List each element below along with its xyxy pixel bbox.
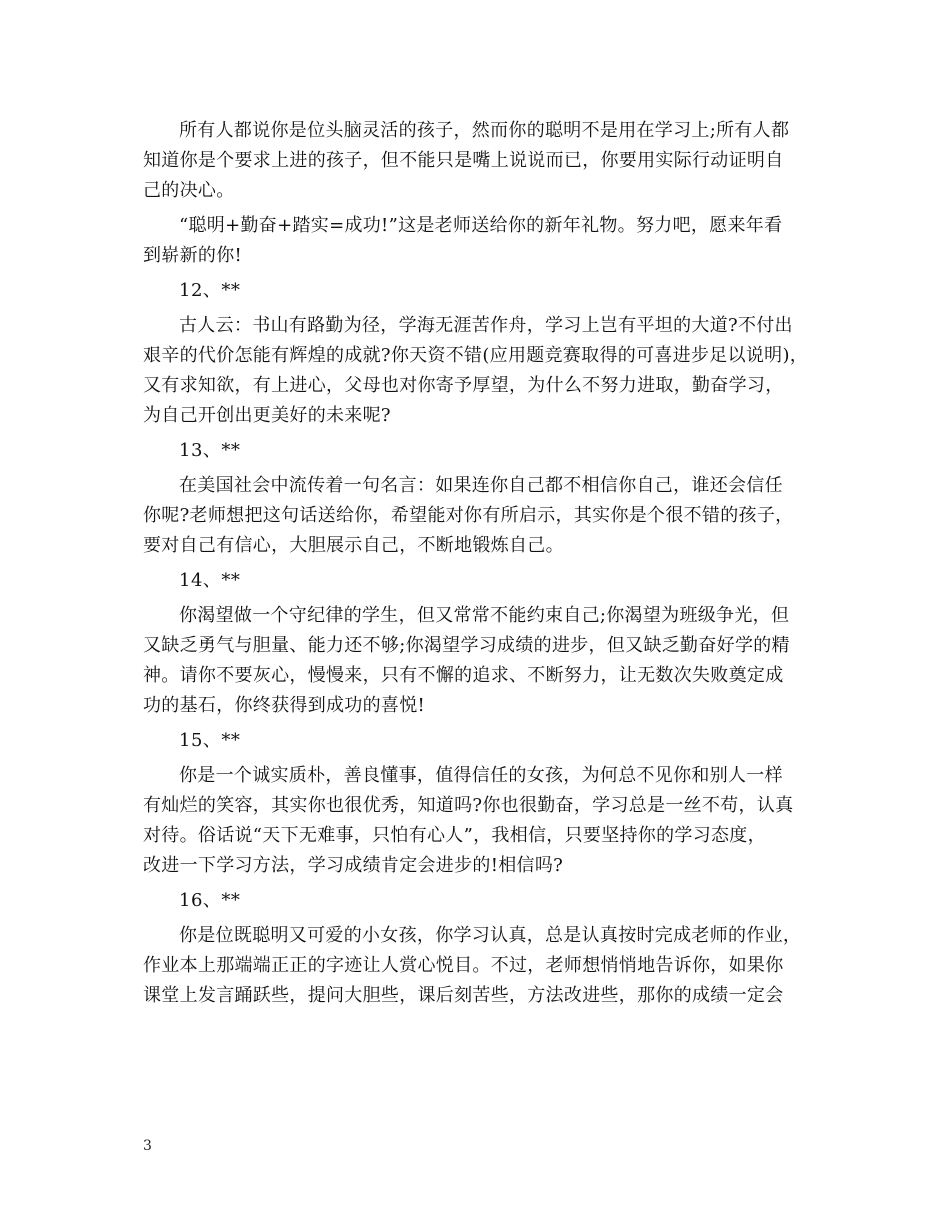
entry-heading-14: 14、** [179, 570, 241, 591]
paragraph-13 [143, 471, 811, 561]
text-line: 在美国社会中流传着一句名言：如果连你自己都不相信你自己，谁还会信任 [179, 475, 783, 496]
text-line: 你是位既聪明又可爱的小女孩，你学习认真，总是认真按时完成老师的作业， [179, 925, 802, 946]
text-line: 又缺乏勇气与胆量、能力还不够;你渴望学习成绩的进步，但又缺乏勤奋好学的精 [143, 635, 790, 656]
text-line: 到崭新的你! [143, 245, 243, 266]
paragraph-16 [143, 921, 811, 1011]
text-line: 对待。俗话说“天下无难事，只怕有心人”，我相信，只要坚持你的学习态度， [143, 825, 766, 846]
text-line: 知道你是个要求上进的孩子，但不能只是嘴上说说而已，你要用实际行动证明自 [143, 150, 784, 171]
paragraph-12 [143, 311, 811, 431]
text-line: 有灿烂的笑容，其实你也很优秀，知道吗?你也很勤奋，学习总是一丝不苟，认真 [143, 795, 794, 816]
text-line: 你呢?老师想把这句话送给你，希望能对你有所启示，其实你是个很不错的孩子， [143, 505, 794, 526]
text-line: 要对自己有信心，大胆展示自己，不断地锻炼自己。 [143, 535, 564, 556]
entry-heading-16: 16、** [179, 890, 241, 911]
entry-heading-13: 13、** [179, 440, 241, 461]
page-number: 3 [143, 1138, 152, 1154]
paragraph-2 [143, 211, 811, 271]
entry-heading-15: 15、** [179, 730, 241, 751]
text-line: 你渴望做一个守纪律的学生，但又常常不能约束自己;你渴望为班级争光，但 [179, 605, 790, 626]
entry-heading-12: 12、** [179, 280, 241, 301]
text-line: 作业本上那端端正正的字迹让人赏心悦目。不过，老师想悄悄地告诉你，如果你 [143, 955, 784, 976]
text-line: 己的决心。 [143, 180, 235, 201]
document-body [143, 116, 811, 1011]
text-line: 又有求知欲，有上进心，父母也对你寄予厚望，为什么不努力进取，勤奋学习， [143, 375, 784, 396]
paragraph-15 [143, 761, 811, 881]
text-line: 功的基石，你终获得到成功的喜悦! [143, 695, 426, 716]
text-line: 为自己开创出更美好的未来呢? [143, 405, 391, 426]
paragraph-1 [143, 116, 811, 206]
text-line: 课堂上发言踊跃些，提问大胆些，课后刻苦些，方法改进些，那你的成绩一定会 [143, 985, 784, 1006]
text-line: “聪明+勤奋+踏实=成功!”这是老师送给你的新年礼物。努力吧，愿来年看 [179, 215, 783, 236]
text-line: 古人云：书山有路勤为径，学海无涯苦作舟，学习上岂有平坦的大道?不付出 [179, 315, 793, 336]
text-line: 神。请你不要灰心，慢慢来，只有不懈的追求、不断努力，让无数次失败奠定成 [143, 665, 784, 686]
text-line: 改进一下学习方法，学习成绩肯定会进步的!相信吗? [143, 855, 564, 876]
paragraph-14 [143, 601, 811, 721]
text-line: 你是一个诚实质朴，善良懂事，值得信任的女孩，为何总不见你和别人一样 [179, 765, 783, 786]
text-line: 艰辛的代价怎能有辉煌的成就?你天资不错(应用题竞赛取得的可喜进步足以说明)， [143, 345, 809, 366]
text-line: 所有人都说你是位头脑灵活的孩子，然而你的聪明不是用在学习上;所有人都 [179, 120, 790, 141]
